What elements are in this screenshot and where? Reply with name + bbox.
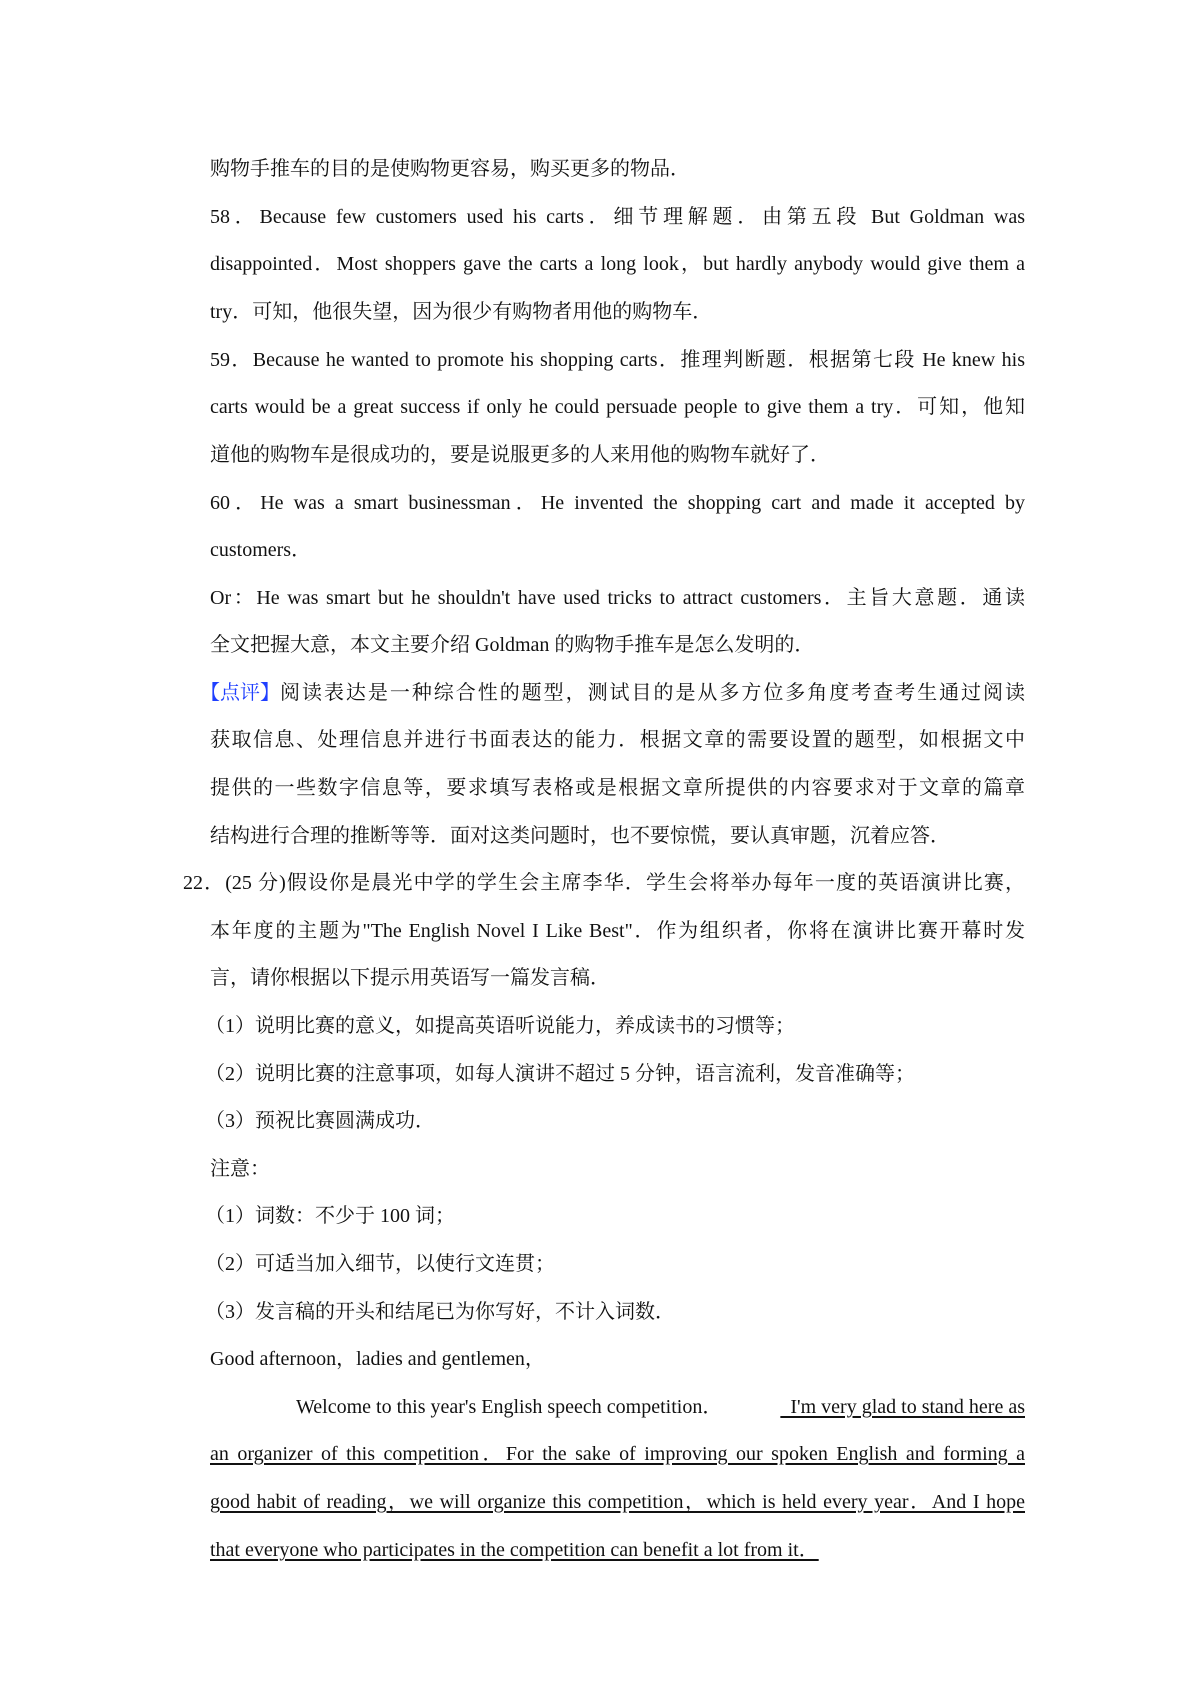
welcome-line [296,1392,1025,1422]
text-line: 提供的一些数字信息等，要求填写表格或是根据文章所提供的内容要求对于文章的篇章 [210,777,1025,799]
comment-label: 【点评】 [200,682,280,704]
text-line: try．可知，他很失望，因为很少有购物者用他的购物车． [210,301,713,323]
note-1: （1）词数：不少于 100 词； [205,1205,455,1227]
text-line: 本年度的主题为"The English Novel I Like Best"．作为组织者，你将在演讲比赛开幕时发 [210,920,1025,942]
text-line: 道他的购物车是很成功的，要是说服更多的人来用他的购物车就好了． [210,444,830,466]
hint-1: （1）说明比赛的意义，如提高英语听说能力，养成读书的习惯等； [205,1015,795,1037]
answer-58: 58．Because few customers used his carts．细节理解题．由第五段 But Goldman was [210,206,1025,228]
text-line: 获取信息、处理信息并进行书面表达的能力．根据文章的需要设置的题型，如根据文中 [210,729,1025,751]
answer-text: that everyone who participates in the competition can benefit a lot from it． [210,1539,819,1561]
answer-60: 60．He was a smart businessman．He invented the shopping cart and made it accepted by [210,492,1025,514]
greeting: Good afternoon，ladies and gentlemen， [210,1348,545,1370]
text-line: disappointed．Most shoppers gave the carts a long look，but hardly anybody would give them a [210,253,1025,275]
text-line: Or：He was smart but he shouldn't have used tricks to attract customers．主旨大意题．通读 [210,587,1025,609]
question-22: 22．(25 分)假设你是晨光中学的学生会主席李华．学生会将举办每年一度的英语演讲比赛， [183,872,1025,894]
text-line: customers． [210,539,312,561]
note-heading: 注意： [210,1158,270,1180]
note-3: （3）发言稿的开头和结尾已为你写好，不计入词数． [205,1301,675,1323]
text-line: 言，请你根据以下提示用英语写一篇发言稿． [210,967,610,989]
hint-2: （2）说明比赛的注意事项，如每人演讲不超过 5 分钟，语言流利，发音准确等； [205,1063,915,1085]
answer-text: I'm very glad to stand here as [780,1396,1025,1418]
answer-59: 59．Because he wanted to promote his shopping carts．推理判断题．根据第七段 He knew his [210,349,1025,371]
answer-text: an organizer of this competition．For the sake of improving our spoken English and forming a [210,1443,1025,1465]
answer-text: good habit of reading，we will organize this competition，which is held every year．And I hope [210,1491,1025,1513]
text-line: 全文把握大意，本文主要介绍 Goldman 的购物手推车是怎么发明的． [210,634,815,656]
comment-text: 阅读表达是一种综合性的题型，测试目的是从多方位多角度考查考生通过阅读 [280,682,1025,704]
text-line: 购物手推车的目的是使购物更容易，购买更多的物品． [210,158,690,180]
note-2: （2）可适当加入细节，以使行文连贯； [205,1253,555,1275]
text-line: carts would be a great success if only he could persuade people to give them a try．可知，他知 [210,396,1025,418]
text-line: 结构进行合理的推断等等．面对这类问题时，也不要惊慌，要认真审题，沉着应答． [210,825,950,847]
comment-line [200,678,1025,708]
hint-3: （3）预祝比赛圆满成功． [205,1110,435,1132]
welcome-text: Welcome to this year's English speech competition． [296,1396,723,1418]
